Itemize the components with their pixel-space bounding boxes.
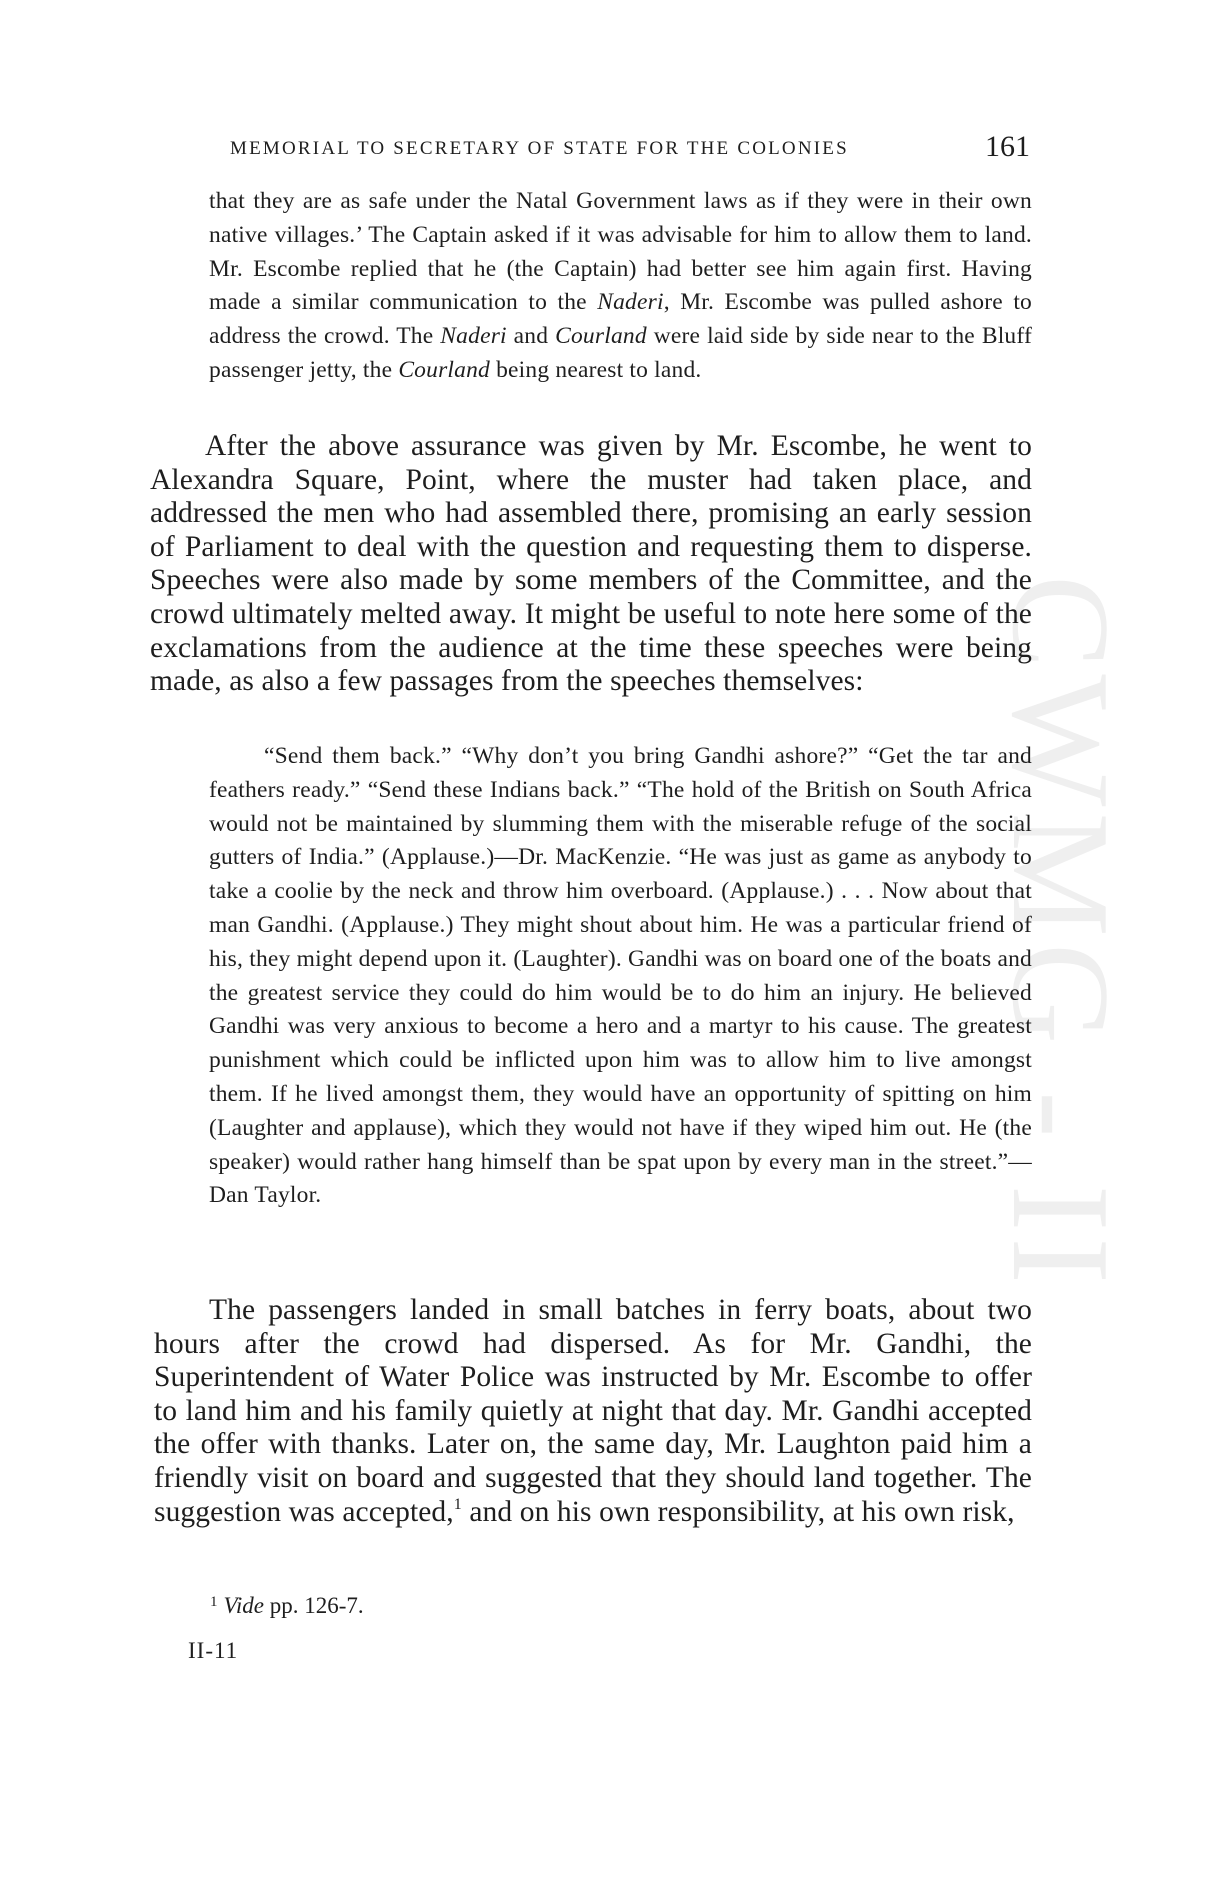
body-paragraph: After the above assurance was given by Mr. Escombe, he went to Alexandra Square, Point, where the muster had taken place, and addressed the men who had assembled there, promising an early session of Parliament to deal with the question and requesting them to disperse. Speeches were also made by some members of the Committee, and the crowd ultimately melted away. It might be useful to note here some of the exclamations from the audience at the time these speeches were being made, as also a few passages from the speeches themselves:	[150, 430, 1032, 698]
page-header	[230, 130, 1030, 170]
footnote-number: 1	[210, 1594, 218, 1610]
footnote-marker: 1	[453, 1495, 462, 1513]
quoted-speeches	[209, 740, 1032, 1213]
ship-name: Courland	[398, 356, 491, 383]
quoted-block-continuation	[209, 185, 1032, 388]
page-number: 161	[985, 130, 1030, 163]
footnote-reference: pp. 126-7.	[269, 1593, 364, 1618]
footnote	[210, 1593, 364, 1619]
running-head: MEMORIAL TO SECRETARY OF STATE FOR THE COLONIES	[230, 138, 849, 159]
body-paragraph-2	[154, 1294, 1032, 1529]
signature-mark: II-11	[188, 1638, 239, 1663]
body-paragraph-1	[150, 430, 1032, 699]
quoted-paragraph: “Send them back.” “Why don’t you bring Gandhi ashore?” “Get the tar and feathers ready.” “Send these Indians back.” “The hold of the British on South Africa would not be maintained by slumming them with the miserable refuge of the social gutters of India.” (Applause.)—Dr. MacKenzie. “He was just as game as anybody to take a coolie by the neck and throw him overboard. (Applause.) . . . Now about that man Gandhi. (Applause.) They might shout about him. He was a particular friend of his, they might depend upon it. (Laughter). Gandhi was on board one of the boats and the greatest service they could do him would be to do him an injury. He believed Gandhi was very anxious to become a hero and a martyr to his cause. The greatest punishment which could be inflicted upon him was to allow him to live amongst them. If he lived amongst them, they would have an opportunity of spitting on him (Laughter and applause), which they would not have if they wiped him out. He (the speaker) would rather hang himself than be spat upon by every man in the street.”—Dan Taylor.	[209, 743, 1032, 1209]
body-paragraph: The passengers landed in small batches in ferry boats, about two hours after the crowd had dispersed. As for Mr. Gandhi, the Superintendent of Water Police was instructed by Mr. Escombe to offer to land him and his family quietly at night that day. Mr. Gandhi accepted the offer with thanks. Later on, the same day, Mr. Laughton paid him a friendly visit on board and suggested that they should land together. The suggestion was accepted,$^1$ and on his own responsibility, at his own risk,	[154, 1294, 1032, 1528]
ship-name: Naderi	[597, 289, 664, 316]
quoted-paragraph: that they are as safe under the Natal Government laws as if they were in their own native villages.’ The Captain asked if it was advisable for him to allow them to land. Mr. Escombe replied that he (the Captain) had better see him again first. Having made a similar communication to the Naderi, Mr. Escombe was pulled ashore to address the crowd. The Naderi and Courland were laid side by side near to the Bluff passenger jetty, the Courland being nearest to land.	[209, 188, 1032, 383]
watermark: CWMG - II	[983, 575, 1138, 1290]
ship-name: Naderi	[440, 323, 507, 350]
ship-name: Courland	[555, 323, 647, 350]
footnote-vide: Vide	[223, 1593, 264, 1618]
